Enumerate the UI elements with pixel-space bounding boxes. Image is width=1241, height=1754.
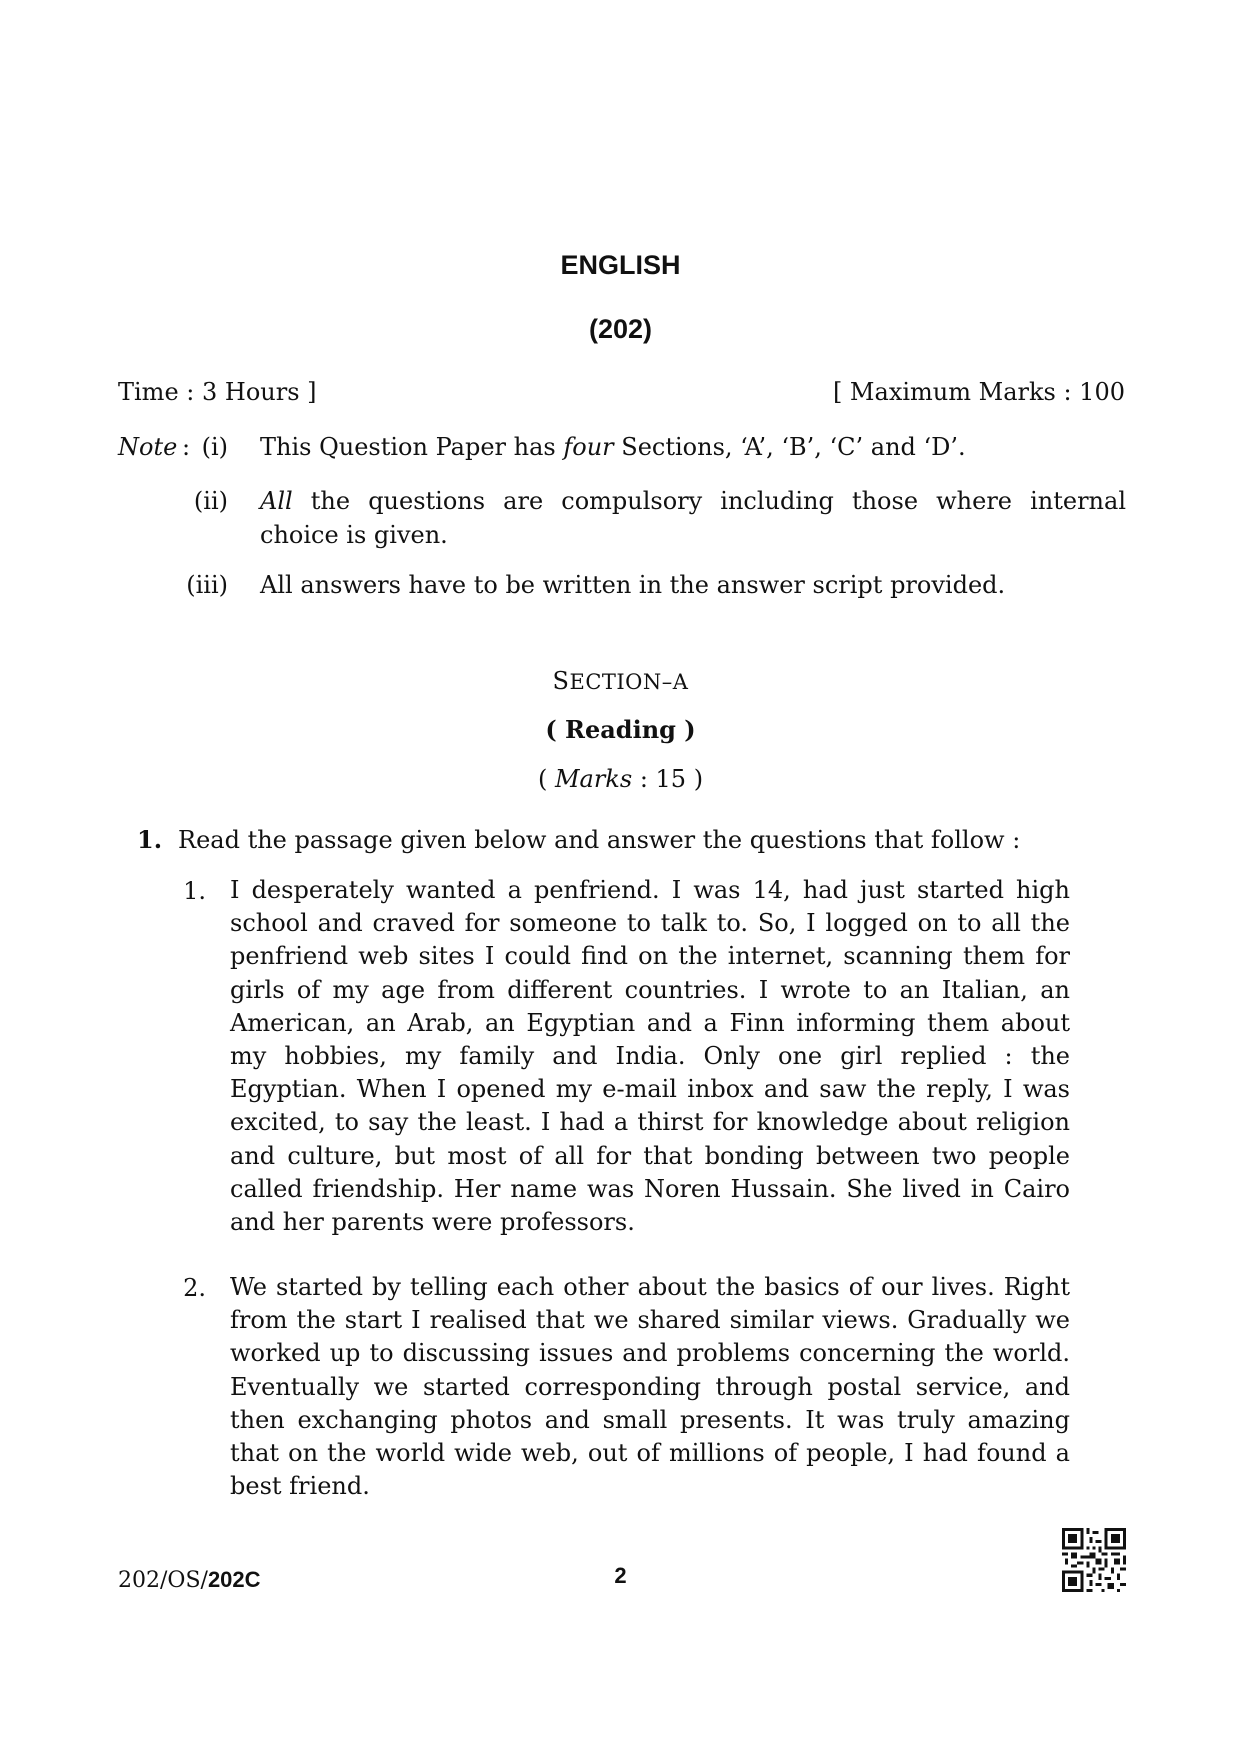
footer-paper-code: 202/OS/202C	[118, 1567, 261, 1593]
paragraph-number-2: 2.	[183, 1274, 206, 1302]
note-colon: :	[182, 433, 191, 461]
section-marks: ( Marks : 15 )	[537, 765, 704, 793]
time-allowed: Time : 3 Hours ]	[118, 378, 317, 406]
section-subtitle: ( Reading )	[545, 715, 696, 744]
section-title: SECTION–A	[552, 667, 689, 695]
question-prompt: Read the passage given below and answer the questions that follow :	[178, 826, 1021, 854]
note-number-2: (ii)	[193, 487, 228, 515]
note-text-3: All answers have to be written in the answer script provided.	[260, 571, 1006, 599]
qr-code-icon	[1062, 1528, 1126, 1592]
note-number-1: (i)	[201, 433, 228, 461]
note-number-3: (iii)	[186, 571, 228, 599]
page-number: 2	[614, 1563, 627, 1588]
paper-code: (202)	[588, 314, 653, 344]
maximum-marks: [ Maximum Marks : 100	[832, 378, 1125, 406]
note-label: Note	[118, 433, 178, 461]
passage-paragraph-2: We started by telling each other about the basics of our lives. Right from the start I realised that we shared similar views. Gradually we worked up to discussing issues and problems concerning the world. Eventually we started corresponding through postal service, and then exchanging photos and small presents. It was truly amazing that on the world wide web, out of millions of people, I had found a best friend.	[230, 1273, 1070, 1501]
note-text-2: All the questions are compulsory including those where internal choice is given.	[260, 487, 1126, 549]
passage-paragraph-1: I desperately wanted a penfriend. I was 14, had just started high school and craved for someone to talk to. So, I logged on to all the penfriend web sites I could find on the internet, scanning them for girls of my age from different countries. I wrote to an Italian, an American, an Arab, an Egyptian and a Finn informing them about my hobbies, my family and India. Only one girl replied : the Egyptian. When I opened my e-mail inbox and saw the reply, I was excited, to say the least. I had a thirst for knowledge about religion and culture, but most of all for that bonding between two people called friendship. Her name was Noren Hussain. She lived in Cairo and her parents were professors.	[230, 876, 1070, 1237]
paper-subject: ENGLISH	[560, 250, 681, 280]
paragraph-number-1: 1.	[183, 877, 206, 905]
question-number: 1.	[137, 825, 163, 854]
note-text-1: This Question Paper has four Sections, ‘A’, ‘B’, ‘C’ and ‘D’.	[260, 433, 966, 461]
